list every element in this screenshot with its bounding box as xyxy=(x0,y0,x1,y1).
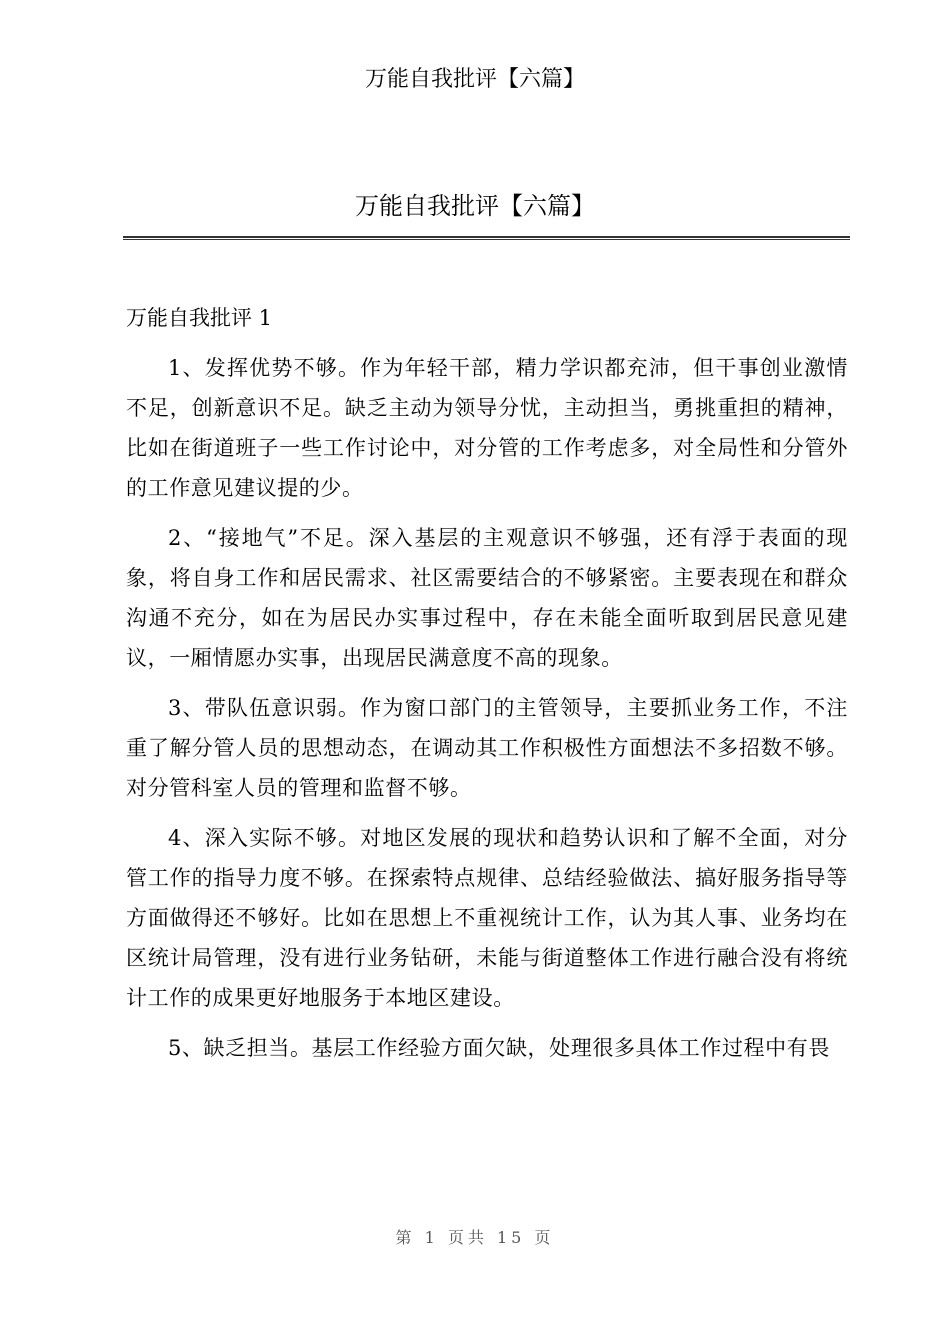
paragraph-3: 3、带队伍意识弱。作为窗口部门的主管领导，主要抓业务工作，不注重了解分管人员的思想动态，在调动其工作积极性方面想法不多招数不够。对分管科室人员的管理和监督不够。 xyxy=(126,696,848,800)
page-number-footer: 第 1 页共 15 页 xyxy=(395,1228,555,1247)
paragraph-4: 4、深入实际不够。对地区发展的现状和趋势认识和了解不全面，对分管工作的指导力度不够。在探索特点规律、总结经验做法、搞好服务指导等方面做得还不够好。比如在思想上不重视统计工作，认为其人事、业务均在区统计局管理，没有进行业务钻研，未能与街道整体工作进行融合没有将统计工作的成果更好地服务于本地区建设。 xyxy=(126,826,848,1010)
document-body xyxy=(126,298,848,1078)
paragraph-5: 5、缺乏担当。基层工作经验方面欠缺，处理很多具体工作过程中有畏 xyxy=(168,1036,830,1060)
paragraph-2: 2、“接地气”不足。深入基层的主观意识不够强，还有浮于表面的现象，将自身工作和居民需求、社区需要结合的不够紧密。主要表现在和群众沟通不充分，如在为居民办实事过程中，存在未能全面听取到居民意见建议，一厢情愿办实事，出现居民满意度不高的现象。 xyxy=(126,526,848,670)
title-divider xyxy=(123,236,850,240)
paragraph-1: 1、发挥优势不够。作为年轻干部，精力学识都充沛，但干事创业激情不足，创新意识不足。缺乏主动为领导分忧，主动担当，勇挑重担的精神，比如在街道班子一些工作讨论中，对分管的工作考虑多，对全局性和分管外的工作意见建议提的少。 xyxy=(126,356,848,500)
document-title: 万能自我批评【六篇】 xyxy=(355,192,595,220)
section-heading: 万能自我批评 1 xyxy=(126,306,273,330)
running-header: 万能自我批评【六篇】 xyxy=(364,67,585,92)
